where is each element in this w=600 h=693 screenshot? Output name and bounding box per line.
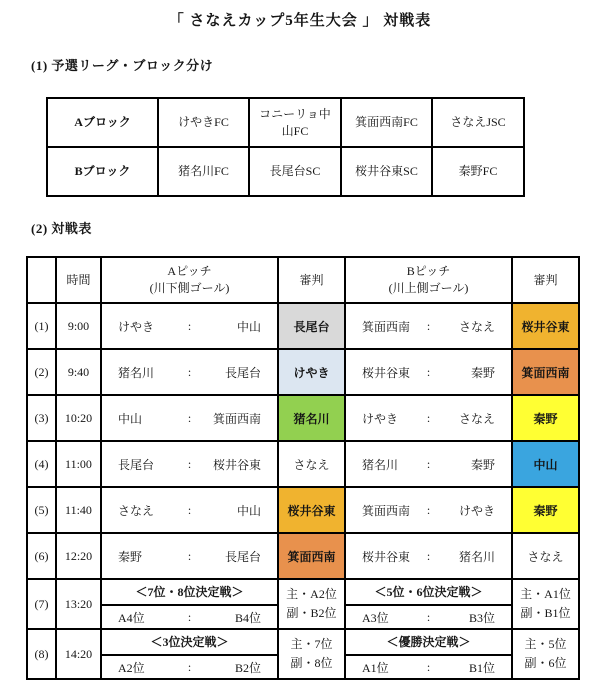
referee-sub-line: 副・B1位 <box>520 606 571 620</box>
match-no-cell: (3) <box>27 395 56 441</box>
team-a-away: 中山 <box>236 319 261 334</box>
vs-separator: : <box>426 410 431 425</box>
vs-separator: : <box>187 318 192 333</box>
team-a-away: 中山 <box>236 503 261 518</box>
block-b-team-cell: 長尾台SC <box>249 147 341 196</box>
referee-main-line: 主・A1位 <box>520 587 571 602</box>
team-b-away: 猪名川 <box>458 549 495 564</box>
referee-sub-line: 副・6位 <box>524 656 567 670</box>
page-title: 「 さなえカップ5年生大会 」 対戦表 <box>168 13 432 29</box>
section1-heading: (1) 予選リーグ・ブロック分け <box>31 58 214 73</box>
final-row-8 <box>27 629 579 679</box>
vs-separator: : <box>187 659 192 674</box>
block-b-team-cell: 桜井谷東SC <box>341 147 432 196</box>
decider-title: ＜5位・6位決定戦＞ <box>346 580 511 606</box>
pitch-a-decider-cell <box>101 579 278 629</box>
team-b-away: 秦野 <box>470 457 495 472</box>
pitch-a-match-cell <box>101 487 278 533</box>
match-time-cell: 11:40 <box>56 487 101 533</box>
referee-a-cell: 箕面西南 <box>278 533 345 579</box>
referee-a-cell: 桜井谷東 <box>278 487 345 533</box>
team-b-home: 猪名川 <box>362 457 399 472</box>
match-schedule-table <box>26 256 580 680</box>
referee-a-cell: さなえ <box>278 441 345 487</box>
team-b-home: 箕面西南 <box>362 503 411 518</box>
final-row-7 <box>27 579 579 629</box>
pitch-b-match-cell <box>345 349 512 395</box>
decider-home: A2位 <box>118 660 145 675</box>
match-time-cell: 13:20 <box>56 579 101 629</box>
header-referee-b: 審判 <box>512 257 579 303</box>
vs-separator: : <box>187 502 192 517</box>
header-time: 時間 <box>56 257 101 303</box>
pitch-a-match-cell <box>101 533 278 579</box>
block-row-a <box>47 98 524 147</box>
vs-separator: : <box>426 548 431 563</box>
referee-b-cell: 中山 <box>512 441 579 487</box>
referee-a-cell: けやき <box>278 349 345 395</box>
team-b-away: けやき <box>458 503 495 518</box>
pitch-a-match-cell <box>101 349 278 395</box>
vs-separator: : <box>187 609 192 624</box>
block-assignment-table <box>46 97 525 197</box>
vs-separator: : <box>187 364 192 379</box>
referee-b-cell: 秦野 <box>512 487 579 533</box>
referee-main-line: 主・A2位 <box>286 587 337 602</box>
referee-a-cell: 猪名川 <box>278 395 345 441</box>
team-a-away: 箕面西南 <box>212 411 261 426</box>
team-b-home: 桜井谷東 <box>362 549 411 564</box>
decider-away: B2位 <box>234 660 261 675</box>
vs-separator: : <box>426 364 431 379</box>
block-b-team-cell: 猪名川FC <box>158 147 249 196</box>
referee-b-cell <box>512 579 579 629</box>
match-time-cell: 14:20 <box>56 629 101 679</box>
team-b-home: 箕面西南 <box>362 319 411 334</box>
referee-main-line: 主・7位 <box>290 637 333 652</box>
decider-home: A4位 <box>118 610 145 625</box>
referee-b-cell: 箕面西南 <box>512 349 579 395</box>
pitch-b-match-cell <box>345 487 512 533</box>
pitch-a-label: Aピッチ <box>167 264 212 279</box>
referee-b-cell: 桜井谷東 <box>512 303 579 349</box>
match-row-1 <box>27 303 579 349</box>
vs-separator: : <box>426 318 431 333</box>
pitch-b-match-cell <box>345 441 512 487</box>
block-a-team-cell: けやきFC <box>158 98 249 147</box>
block-b-label-cell: Bブロック <box>47 147 158 196</box>
team-a-home: 長尾台 <box>118 457 155 472</box>
header-no-cell <box>27 257 56 303</box>
team-a-away: 長尾台 <box>224 365 261 380</box>
match-no-cell: (4) <box>27 441 56 487</box>
team-a-home: 中山 <box>118 411 143 426</box>
block-b-team-cell: 秦野FC <box>432 147 524 196</box>
referee-a-cell: 長尾台 <box>278 303 345 349</box>
match-time-cell: 10:20 <box>56 395 101 441</box>
match-no-cell: (6) <box>27 533 56 579</box>
pitch-b-match-cell <box>345 395 512 441</box>
match-no-cell: (7) <box>27 579 56 629</box>
header-referee-a: 審判 <box>278 257 345 303</box>
header-pitch-b <box>345 257 512 303</box>
pitch-b-decider-cell <box>345 629 512 679</box>
team-a-home: けやき <box>118 319 155 334</box>
referee-a-cell <box>278 629 345 679</box>
match-no-cell: (8) <box>27 629 56 679</box>
referee-sub-line: 副・B2位 <box>286 606 337 620</box>
team-b-home: けやき <box>362 411 399 426</box>
vs-separator: : <box>187 410 192 425</box>
pitch-a-match-cell <box>101 395 278 441</box>
decider-away: B1位 <box>468 660 495 675</box>
pitch-b-label: Bピッチ <box>406 264 451 279</box>
match-table-header-row <box>27 257 579 303</box>
match-no-cell: (1) <box>27 303 56 349</box>
vs-separator: : <box>187 548 192 563</box>
referee-b-cell: 秦野 <box>512 395 579 441</box>
referee-a-cell <box>278 579 345 629</box>
match-time-cell: 11:00 <box>56 441 101 487</box>
block-a-team-cell: 箕面西南FC <box>341 98 432 147</box>
pitch-b-decider-cell <box>345 579 512 629</box>
pitch-b-goal-note: (川上側ゴール) <box>388 281 469 295</box>
vs-separator: : <box>426 456 431 471</box>
match-time-cell: 12:20 <box>56 533 101 579</box>
team-b-away: さなえ <box>458 411 495 426</box>
pitch-a-decider-cell <box>101 629 278 679</box>
match-row-6 <box>27 533 579 579</box>
team-b-away: 秦野 <box>470 365 495 380</box>
decider-away: B3位 <box>468 610 495 625</box>
decider-home: A3位 <box>362 610 389 625</box>
section2-heading: (2) 対戦表 <box>31 221 92 236</box>
decider-title: ＜3位決定戦＞ <box>102 630 277 656</box>
pitch-b-match-cell <box>345 533 512 579</box>
decider-home: A1位 <box>362 660 389 675</box>
referee-b-cell <box>512 629 579 679</box>
team-b-home: 桜井谷東 <box>362 365 411 380</box>
referee-b-cell: さなえ <box>512 533 579 579</box>
referee-main-line: 主・5位 <box>524 637 567 652</box>
match-time-cell: 9:40 <box>56 349 101 395</box>
header-pitch-a <box>101 257 278 303</box>
vs-separator: : <box>426 659 431 674</box>
team-a-away: 長尾台 <box>224 549 261 564</box>
vs-separator: : <box>426 609 431 624</box>
vs-separator: : <box>426 502 431 517</box>
decider-away: B4位 <box>234 610 261 625</box>
team-a-home: さなえ <box>118 503 155 518</box>
match-row-4 <box>27 441 579 487</box>
match-row-2 <box>27 349 579 395</box>
pitch-a-match-cell <box>101 303 278 349</box>
match-row-3 <box>27 395 579 441</box>
block-row-b <box>47 147 524 196</box>
match-no-cell: (5) <box>27 487 56 533</box>
pitch-a-goal-note: (川下側ゴール) <box>149 281 230 295</box>
decider-title: ＜7位・8位決定戦＞ <box>102 580 277 606</box>
block-a-label-cell: Aブロック <box>47 98 158 147</box>
match-row-5 <box>27 487 579 533</box>
block-a-team-cell: コニーリョ中山FC <box>249 98 341 147</box>
team-a-home: 猪名川 <box>118 365 155 380</box>
block-a-team-cell: さなえJSC <box>432 98 524 147</box>
decider-title: ＜優勝決定戦＞ <box>346 630 511 656</box>
match-time-cell: 9:00 <box>56 303 101 349</box>
pitch-a-match-cell <box>101 441 278 487</box>
pitch-b-match-cell <box>345 303 512 349</box>
match-no-cell: (2) <box>27 349 56 395</box>
team-a-away: 桜井谷東 <box>212 457 261 472</box>
team-a-home: 秦野 <box>118 549 143 564</box>
vs-separator: : <box>187 456 192 471</box>
team-b-away: さなえ <box>458 319 495 334</box>
referee-sub-line: 副・8位 <box>290 656 333 670</box>
